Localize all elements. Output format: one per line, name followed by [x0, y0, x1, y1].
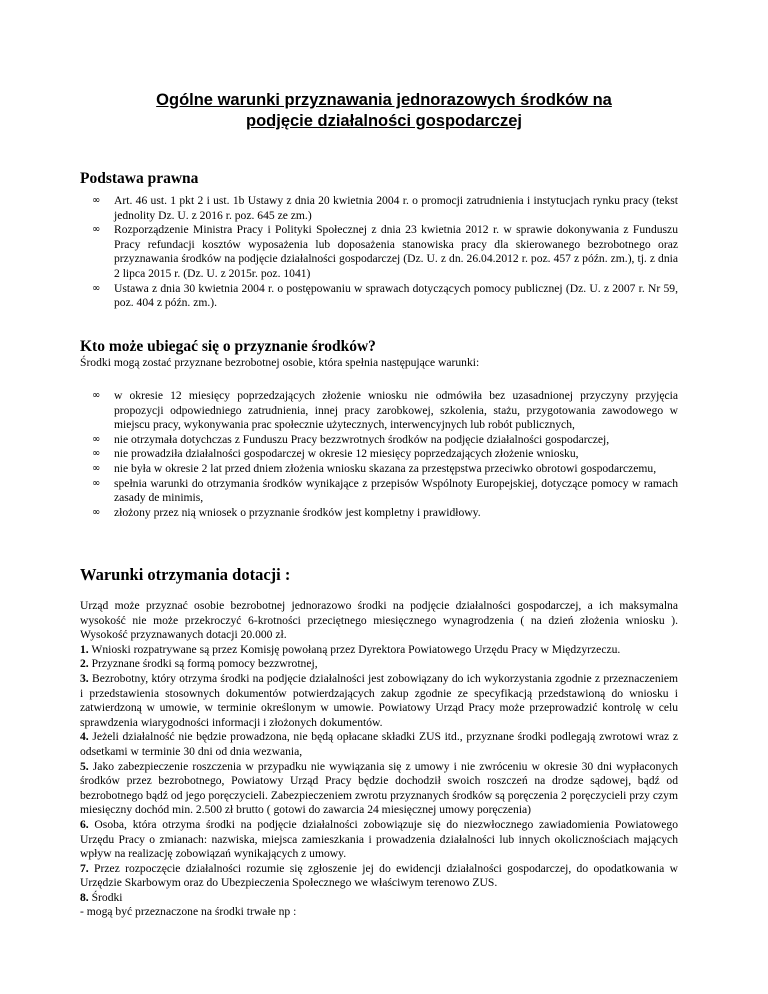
conditions-body	[80, 599, 678, 920]
legal-basis-heading: Podstawa prawna	[80, 170, 199, 187]
list-item: ∞ Art. 46 ust. 1 pkt 2 i ust. 1b Ustawy z dnia 20 kwietnia 2004 r. o promocji zatrudnienia i instytucjach rynku pracy (tekst jednolity Dz. U. z 2016 r. poz. 645 ze zm.)	[92, 194, 678, 222]
bullet-icon: ∞	[92, 462, 101, 474]
list-item: ∞ nie prowadziła działalności gospodarczej w okresie 12 miesięcy poprzedzających złożenie wniosku,	[92, 447, 579, 461]
bullet-icon: ∞	[92, 477, 101, 489]
conditions-last-line: - mogą być przeznaczone na środki trwałe np :	[80, 905, 297, 919]
list-item: ∞ Rozporządzenie Ministra Pracy i Polityki Społecznej z dnia 23 kwietnia 2012 r. w sprawie dokonywania z Funduszu Pracy refundacji kosztów wyposażenia lub doposażenia stanowiska pracy dla skierowanego bezrobotnego oraz przyznawania środków na podjęcie działalności gospodarczej (Dz. U. z dn. 26.04.2012 r. poz. 457 z późn. zm.), tj. z dnia 2 lipca 2015 r. (Dz. U. z 2015r. poz. 1041)	[92, 223, 678, 280]
eligibility-intro: Środki mogą zostać przyznane bezrobotnej osobie, która spełnia następujące warunki:	[80, 356, 480, 369]
list-item: 6. Osoba, która otrzyma środki na podjęcie działalności zobowiązuje się do niezwłocznego zawiadomienia Powiatowego Urzędu Pracy o zmianach: nazwiska, miejsca zamieszkania i prowadzenia działalności lub innych okolicznościach mających wpływ na realizację zobowiązań wynikających z umowy.	[80, 817, 678, 861]
list-item: ∞ nie otrzymała dotychczas z Funduszu Pracy bezzwrotnych środków na podjęcie działalności gospodarczej,	[92, 432, 610, 446]
list-item: 8. Środki	[80, 890, 123, 904]
bullet-icon: ∞	[92, 506, 101, 518]
list-item: ∞ spełnia warunki do otrzymania środków wynikające z przepisów Wspólnoty Europejskiej, dotyczące pomocy w ramach zasady de minimis,	[92, 476, 678, 505]
list-item: ∞ złożony przez nią wniosek o przyznanie środków jest kompletny i prawidłowy.	[92, 505, 481, 519]
bullet-icon: ∞	[92, 195, 101, 206]
eligibility-heading: Kto może ubiegać się o przyznanie środków?	[80, 338, 376, 355]
bullet-icon: ∞	[92, 282, 101, 294]
list-item: 4. Jeżeli działalność nie będzie prowadzona, nie będą opłacane składki ZUS itd., przyznane środki podlegają zwrotowi wraz z odsetkami w terminie 30 dni od dnia wezwania,	[80, 730, 678, 758]
list-item: 7. Przez rozpoczęcie działalności rozumie się zgłoszenie jej do ewidencji działalności gospodarczej, do opodatkowania w Urzędzie Skarbowym oraz do Ubezpieczenia Społecznego we właściwym terenowo ZUS.	[80, 861, 678, 890]
list-item: ∞ nie była w okresie 2 lat przed dniem złożenia wniosku skazana za przestępstwa przeciwko obrotowi gospodarczemu,	[92, 461, 657, 475]
bullet-icon: ∞	[92, 433, 101, 445]
list-item: 5. Jako zabezpieczenie roszczenia w przypadku nie wywiązania się z umowy i nie zwróceniu w okresie 30 dni wypłaconych środków przez bezrobotnego, Powiatowy Urząd Pracy będzie dochodził swoich roszczeń na drodze sądowej, bądź od bezrobotnego bądź od jego poręczycieli. Zabezpieczeniem zwrotu przyznanych środków są poręczenia 2 poręczycieli przy czym miesięczny dochód min. 2.500 zł brutto ( gotowi do zawarcia 24 miesięcznej umowy poręczenia)	[80, 759, 678, 817]
legal-basis-list	[92, 194, 678, 311]
title-line-2: podjęcie działalności gospodarczej	[246, 112, 522, 130]
conditions-heading: Warunki otrzymania dotacji :	[80, 565, 291, 584]
document-title	[0, 90, 768, 132]
list-item: ∞ w okresie 12 miesięcy poprzedzających złożenie wniosku nie odmówiła bez uzasadnionej przyczyny przyjęcia propozycji odpowiedniego zatrudnienia, innej pracy zarobkowej, szkolenia, stażu, przygotowania zawodowego w miejscu pracy, wykonywania prac społecznie użytecznych, interwencyjnych lub robót publicznych,	[92, 389, 678, 432]
bullet-icon: ∞	[92, 224, 101, 236]
bullet-icon: ∞	[92, 448, 101, 460]
list-item: ∞ Ustawa z dnia 30 kwietnia 2004 r. o postępowaniu w sprawach dotyczących pomocy publicznej (Dz. U. z 2007 r. Nr 59, poz. 404 z późn. zm.).	[92, 281, 678, 310]
list-item: 2. Przyznane środki są formą pomocy bezzwrotnej,	[80, 657, 318, 671]
list-item: 1. Wnioski rozpatrywane są przez Komisję powołaną przez Dyrektora Powiatowego Urzędu Pracy w Międzyrzeczu.	[80, 642, 621, 656]
title-line-1: Ogólne warunki przyznawania jednorazowych środków na	[156, 91, 612, 109]
bullet-icon: ∞	[92, 390, 101, 401]
list-item: 3. Bezrobotny, który otrzyma środki na podjęcie działalności jest zobowiązany do ich wykorzystania zgodnie z przeznaczeniem i przedstawienia stosownych dokumentów potwierdzających zakup zgodnie ze specyfikacją przedstawioną do wniosku i zatwierdzoną w umowie, w terminie określonym w umowie. Powiatowy Urząd Pracy może przeprowadzić kontrolę w celu sprawdzenia wiarygodności informacji i złożonych dokumentów.	[80, 671, 678, 729]
conditions-intro: Urząd może przyznać osobie bezrobotnej jednorazowo środki na podjęcie działalności gospodarczej, a ich maksymalna wysokość nie może przekroczyć 6-krotności przeciętnego miesięcznego wynagrodzenia ( na dzień złożenia wniosku ). Wysokość przyznawanych dotacji 20.000 zł.	[80, 599, 678, 642]
eligibility-list	[92, 389, 678, 520]
